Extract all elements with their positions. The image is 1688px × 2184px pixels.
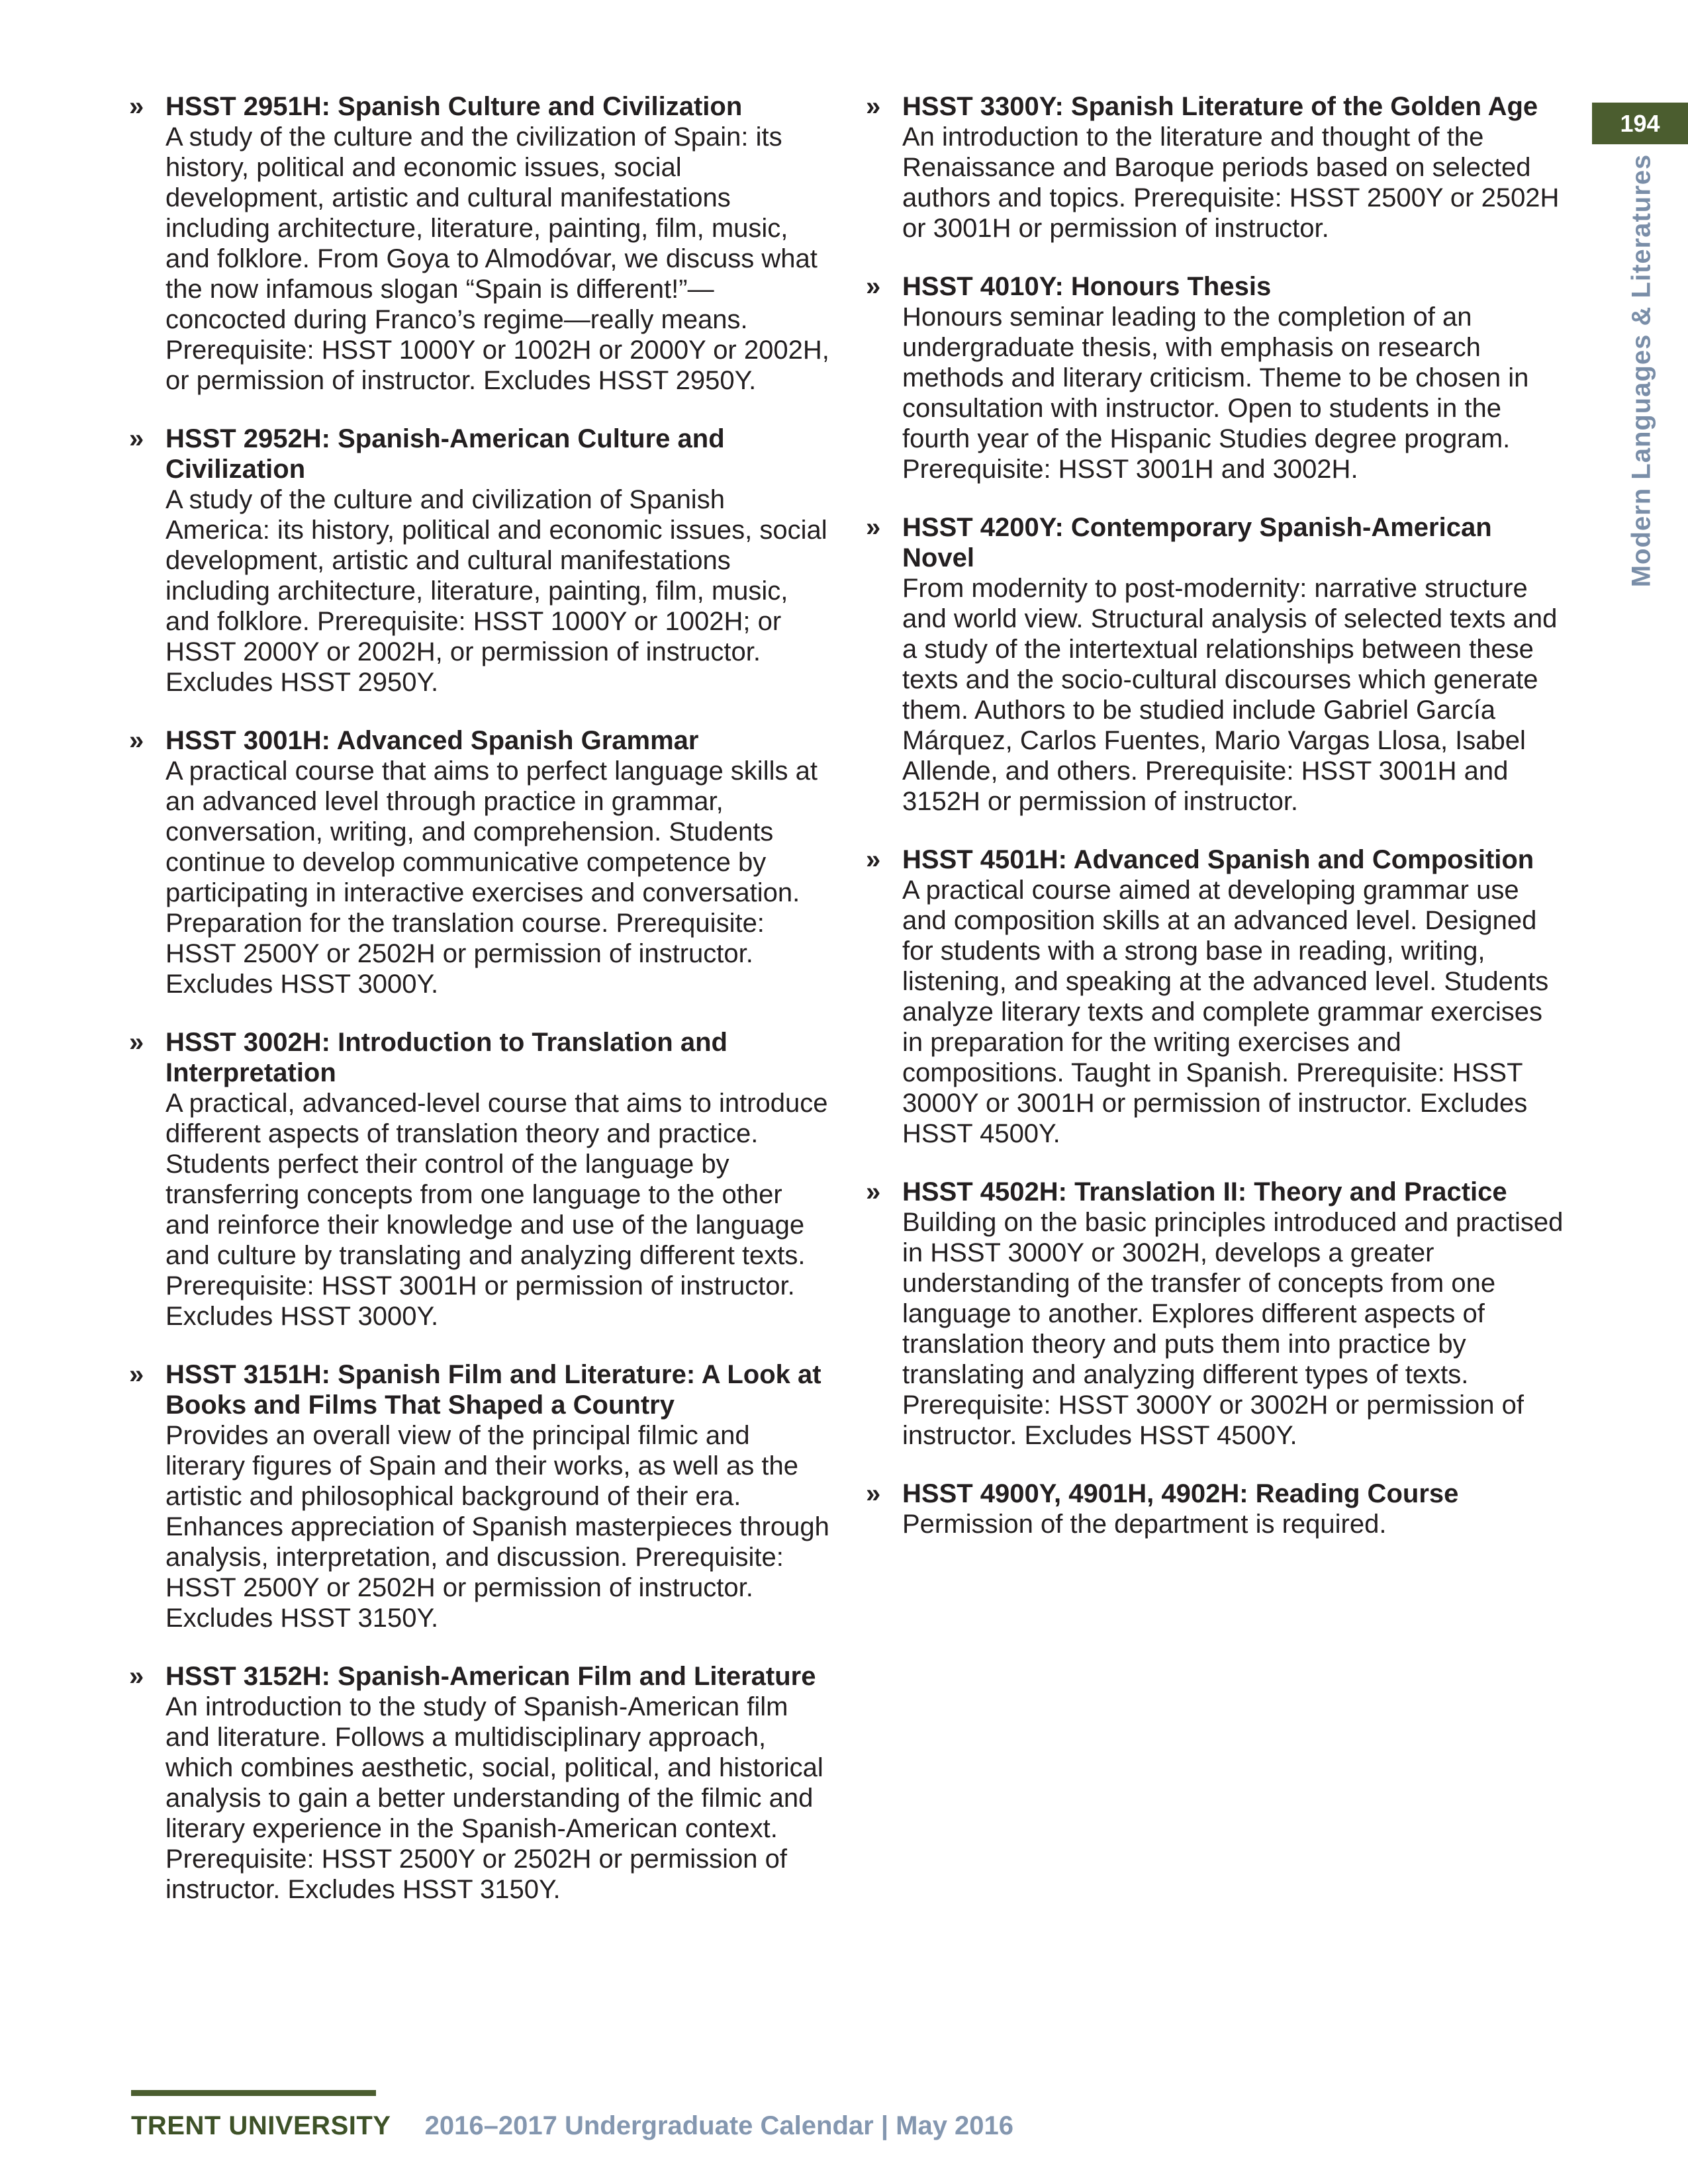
course-description: A practical course aimed at developing grammar use and composition skills at an advanced level. Designed for students with a strong base in reading, writing, listening, and speaking at the advanced level. Students analyze literary texts and complete grammar exercises in preparation for the writing exercises and compositions. Taught in Spanish. Prerequisite: HSST 3000Y or 3001H or permission of instructor. Excludes HSST 4500Y.: [902, 876, 1549, 1148]
course-title: HSST 3151H: Spanish Film and Literature: A Look at Books and Films That Shaped a Country: [165, 1360, 821, 1420]
course-entry: [866, 512, 1568, 817]
bullet-marker: »: [129, 1028, 144, 1057]
course-title: HSST 4200Y: Contemporary Spanish-American Novel: [902, 513, 1492, 572]
course-title: HSST 4900Y, 4901H, 4902H: Reading Course: [902, 1479, 1459, 1508]
footer-university: TRENT UNIVERSITY: [131, 2111, 391, 2140]
course-title: HSST 3300Y: Spanish Literature of the Golden Age: [902, 92, 1538, 121]
bullet-marker: »: [866, 92, 881, 121]
course-description: Provides an overall view of the principal filmic and literary figures of Spain and their works, as well as the artistic and philosophical background of their era. Enhances appreciation of Spanish masterpieces through analysis, interpretation, and discussion. Prerequisite: HSST 2500Y or 2502H or permission of instructor. Excludes HSST 3150Y.: [165, 1421, 829, 1633]
course-description: An introduction to the study of Spanish-American film and literature. Follows a multidisciplinary approach, which combines aesthetic, social, political, and historical analysis to gain a better understanding of the filmic and literary experience in the Spanish-American context. Prerequisite: HSST 2500Y or 2502H or permission of instructor. Excludes HSST 3150Y.: [165, 1692, 823, 1904]
course-title: HSST 4010Y: Honours Thesis: [902, 272, 1272, 301]
footer-rule: [131, 2090, 376, 2096]
course-description: Permission of the department is required.: [902, 1510, 1387, 1539]
course-entry: [866, 1479, 1568, 1539]
course-description: A practical course that aims to perfect language skills at an advanced level through practice in grammar, conversation, writing, and comprehension. Students continue to develop communicative competence by participating in interactive exercises and conversation. Preparation for the translation course. Prerequisite: HSST 2500Y or 2502H or permission of instructor. Excludes HSST 3000Y.: [165, 756, 818, 999]
bullet-marker: »: [129, 1360, 144, 1389]
bullet-marker: »: [866, 845, 881, 874]
course-entry: [129, 1027, 831, 1332]
course-description: A study of the culture and the civilization of Spain: its history, political and economic issues, social development, artistic and cultural manifestations including architecture, literature, painting, film, music, and folklore. From Goya to Almodóvar, we discuss what the now infamous slogan “Spain is different!”—concocted during Franco’s regime—really means. Prerequisite: HSST 1000Y or 1002H or 2000Y or 2002H, or permission of instructor. Excludes HSST 2950Y.: [165, 122, 829, 395]
footer-calendar: 2016–2017 Undergraduate Calendar | May 2016: [424, 2111, 1014, 2140]
course-description: A study of the culture and civilization of Spanish America: its history, political and economic issues, social development, artistic and cultural manifestations including architecture, literature, painting, film, music, and folklore. Prerequisite: HSST 1000Y or 1002H; or HSST 2000Y or 2002H, or permission of instructor. Excludes HSST 2950Y.: [165, 485, 827, 697]
course-title: HSST 4501H: Advanced Spanish and Composition: [902, 845, 1534, 874]
bullet-marker: »: [129, 424, 144, 453]
course-title: HSST 3002H: Introduction to Translation and Interpretation: [165, 1028, 727, 1087]
course-entry: [129, 1359, 831, 1633]
course-title: HSST 3001H: Advanced Spanish Grammar: [165, 726, 699, 755]
course-entry: [866, 1177, 1568, 1451]
course-title: HSST 2951H: Spanish Culture and Civilization: [165, 92, 743, 121]
section-side-label: Modern Languages & Literatures: [1626, 154, 1656, 588]
course-description: From modernity to post-modernity: narrative structure and world view. Structural analysis of selected texts and a study of the intertextual relationships between these texts and the socio-cultural discourses which generate them. Authors to be studied include Gabriel García Márquez, Carlos Fuentes, Mario Vargas Llosa, Isabel Allende, and others. Prerequisite: HSST 3001H and 3152H or permission of instructor.: [902, 574, 1558, 816]
page-number-badge: 194: [1592, 103, 1688, 144]
course-title: HSST 3152H: Spanish-American Film and Literature: [165, 1662, 816, 1691]
course-entry: [129, 725, 831, 999]
course-entry: [866, 91, 1568, 244]
course-title: HSST 2952H: Spanish-American Culture and Civilization: [165, 424, 725, 484]
course-entry: [129, 91, 831, 396]
course-entry: [129, 424, 831, 698]
bullet-marker: »: [866, 272, 881, 301]
bullet-marker: »: [129, 92, 144, 121]
course-entry: [129, 1661, 831, 1905]
course-title: HSST 4502H: Translation II: Theory and Practice: [902, 1177, 1507, 1206]
course-description: Honours seminar leading to the completion of an undergraduate thesis, with emphasis on research methods and literary criticism. Theme to be chosen in consultation with instructor. Open to students in the fourth year of the Hispanic Studies degree program. Prerequisite: HSST 3001H and 3002H.: [902, 302, 1529, 484]
bullet-marker: »: [866, 1177, 881, 1206]
bullet-marker: »: [866, 1479, 881, 1508]
bullet-marker: »: [129, 726, 144, 755]
left-column: [129, 91, 831, 1933]
page-footer: [131, 2111, 1013, 2141]
course-description: Building on the basic principles introduced and practised in HSST 3000Y or 3002H, develops a greater understanding of the transfer of concepts from one language to another. Explores different aspects of translation theory and puts them into practice by translating and analyzing different types of texts. Prerequisite: HSST 3000Y or 3002H or permission of instructor. Excludes HSST 4500Y.: [902, 1208, 1564, 1450]
right-column: [866, 91, 1568, 1567]
bullet-marker: »: [129, 1662, 144, 1691]
bullet-marker: »: [866, 513, 881, 542]
course-entry: [866, 844, 1568, 1149]
course-entry: [866, 271, 1568, 484]
course-description: An introduction to the literature and thought of the Renaissance and Baroque periods based on selected authors and topics. Prerequisite: HSST 2500Y or 2502H or 3001H or permission of instructor.: [902, 122, 1560, 243]
course-description: A practical, advanced-level course that aims to introduce different aspects of translation theory and practice. Students perfect their control of the language by transferring concepts from one language to the other and reinforce their knowledge and use of the language and culture by translating and analyzing different texts. Prerequisite: HSST 3001H or permission of instructor. Excludes HSST 3000Y.: [165, 1089, 828, 1331]
